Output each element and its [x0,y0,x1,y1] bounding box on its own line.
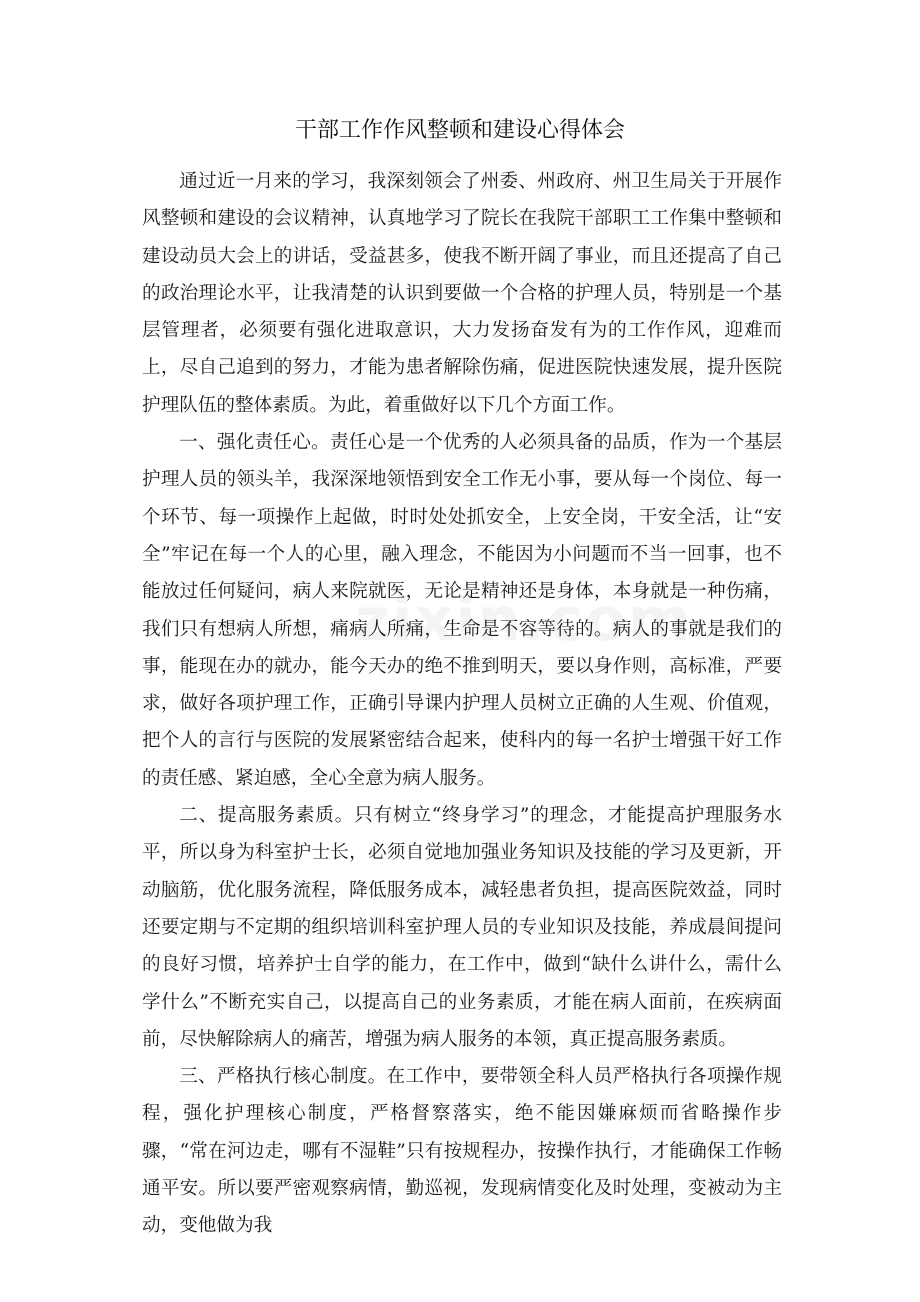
paragraph-service-quality: 二、提高服务素质。只有树立“终身学习”的理念，才能提高护理服务水平，所以身为科室护士长，必须自觉地加强业务知识及技能的学习及更新，开动脑筋，优化服务流程，降低服务成本，减轻患者负担，提高医院效益，同时还要定期与不定期的组织培训科室护理人员的专业知识及技能，养成晨间提问的良好习惯，培养护士自学的能力，在工作中，做到“缺什么讲什么，需什么学什么”不断充实自己，以提高自己的业务素质，才能在病人面前，在疾病面前，尽快解除病人的痛苦，增强为病人服务的本领，真正提高服务素质。 [142,805,782,1050]
document-title: 干部工作作风整顿和建设心得体会 [294,118,625,143]
paragraph-intro: 通过近一月来的学习，我深刻领会了州委、州政府、州卫生局关于开展作风整顿和建设的会议精神，认真地学习了院长在我院干部职工工作集中整顿和建设动员大会上的讲话，受益甚多，使我不断开阔了事业，而且还提高了自己的政治理论水平，让我清楚的认识到要做一个合格的护理人员，特别是一个基层管理者，必须要有强化进取意识，大力发扬奋发有为的工作作风，迎难而上，尽自己追到的努力，才能为患者解除伤痛，促进医院快速发展，提升医院护理队伍的整体素质。为此，着重做好以下几个方面工作。 [142,171,782,416]
document-body [142,163,782,1245]
paragraph-responsibility: 一、强化责任心。责任心是一个优秀的人必须具备的品质，作为一个基层护理人员的领头羊，我深深地领悟到安全工作无小事，要从每一个岗位、每一个环节、每一项操作上起做，时时处处抓安全，上安全岗，干安全活，让“安全”牢记在每一个人的心里，融入理念，不能因为小问题而不当一回事，也不能放过任何疑问，病人来院就医，无论是精神还是身体，本身就是一种伤痛，我们只有想病人所想，痛病人所痛，生命是不容等待的。病人的事就是我们的事，能现在办的就办，能今天办的绝不推到明天，要以身作则，高标准，严要求，做好各项护理工作，正确引导课内护理人员树立正确的人生观、价值观，把个人的言行与医院的发展紧密结合起来，使科内的每一名护士增强干好工作的责任感、紧迫感，全心全意为病人服务。 [142,432,782,789]
paragraph-core-system: 三、严格执行核心制度。在工作中，要带领全科人员严格执行各项操作规程，强化护理核心制度，严格督察落实，绝不能因嫌麻烦而省略操作步骤，“常在河边走，哪有不湿鞋”只有按规程办，按操作执行，才能确保工作畅通平安。所以要严密观察病情，勤巡视，发现病情变化及时处理，变被动为主动，变他做为我 [142,1066,782,1237]
